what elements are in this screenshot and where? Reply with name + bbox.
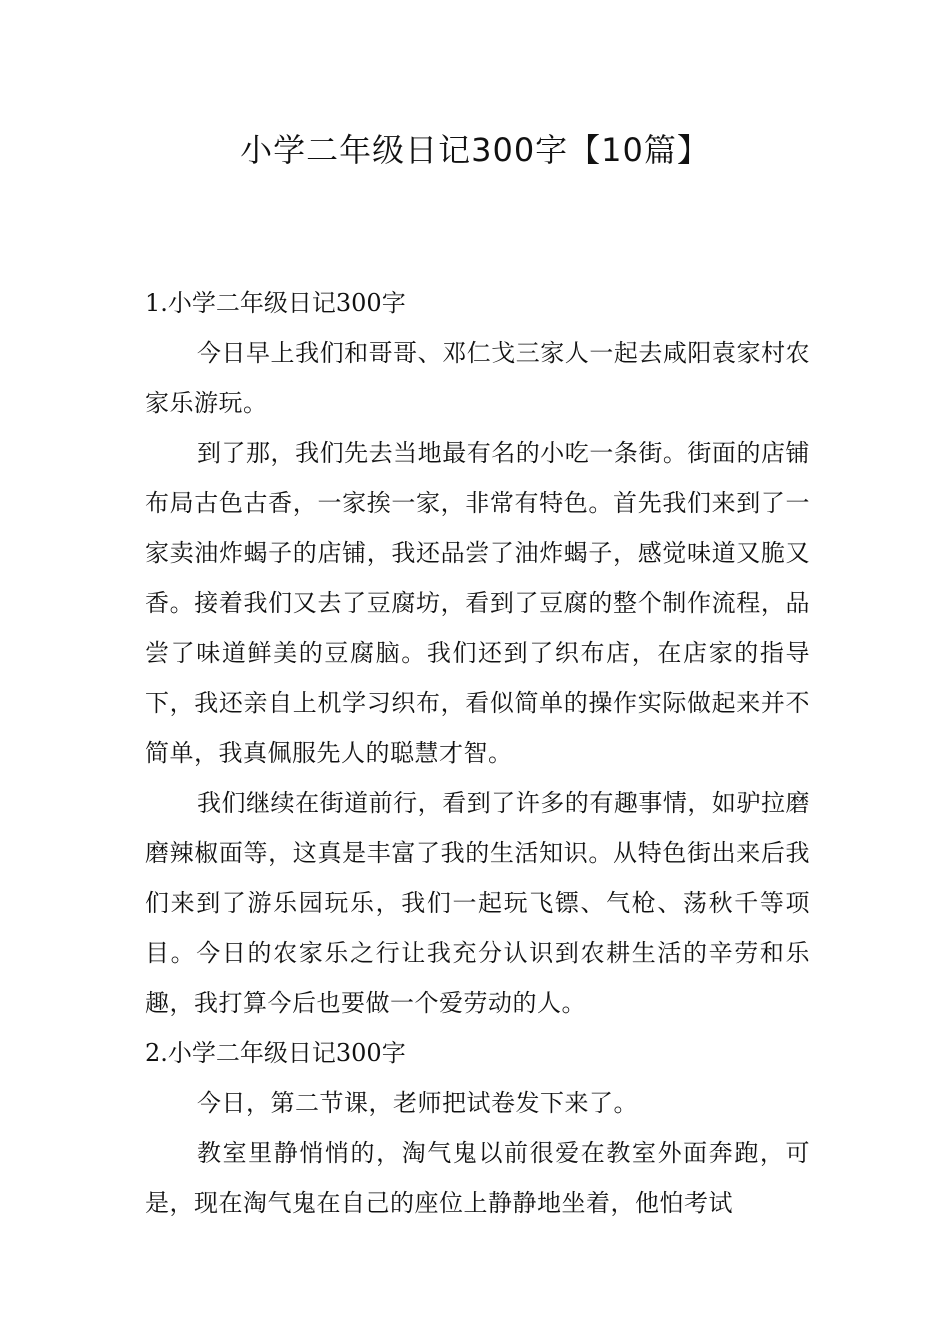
document-body bbox=[145, 278, 810, 1228]
section-heading: 1.小学二年级日记300字 bbox=[145, 289, 406, 317]
diary-entry-2 bbox=[145, 1028, 810, 1228]
paragraph: 今日，第二节课，老师把试卷发下来了。 bbox=[197, 1089, 638, 1117]
paragraph: 今日早上我们和哥哥、邓仁戈三家人一起去咸阳袁家村农家乐游玩。 bbox=[145, 339, 810, 417]
paragraph: 我们继续在街道前行，看到了许多的有趣事情，如驴拉磨磨辣椒面等，这真是丰富了我的生活知识。从特色街出来后我们来到了游乐园玩乐，我们一起玩飞镖、气枪、荡秋千等项目。今日的农家乐之行让我充分认识到农耕生活的辛劳和乐趣，我打算今后也要做一个爱劳动的人。 bbox=[145, 789, 810, 1017]
document-title: 小学二年级日记300字【10篇】 bbox=[240, 131, 710, 169]
section-heading: 2.小学二年级日记300字 bbox=[145, 1039, 406, 1067]
paragraph: 到了那，我们先去当地最有名的小吃一条街。街面的店铺布局古色古香，一家挨一家，非常有特色。首先我们来到了一家卖油炸蝎子的店铺，我还品尝了油炸蝎子，感觉味道又脆又香。接着我们又去了豆腐坊，看到了豆腐的整个制作流程，品尝了味道鲜美的豆腐脑。我们还到了织布店，在店家的指导下，我还亲自上机学习织布，看似简单的操作实际做起来并不简单，我真佩服先人的聪慧才智。 bbox=[145, 439, 810, 767]
diary-entry-1 bbox=[145, 278, 810, 1028]
paragraph: 教室里静悄悄的，淘气鬼以前很爱在教室外面奔跑，可是，现在淘气鬼在自己的座位上静静地坐着，他怕考试 bbox=[145, 1139, 810, 1217]
